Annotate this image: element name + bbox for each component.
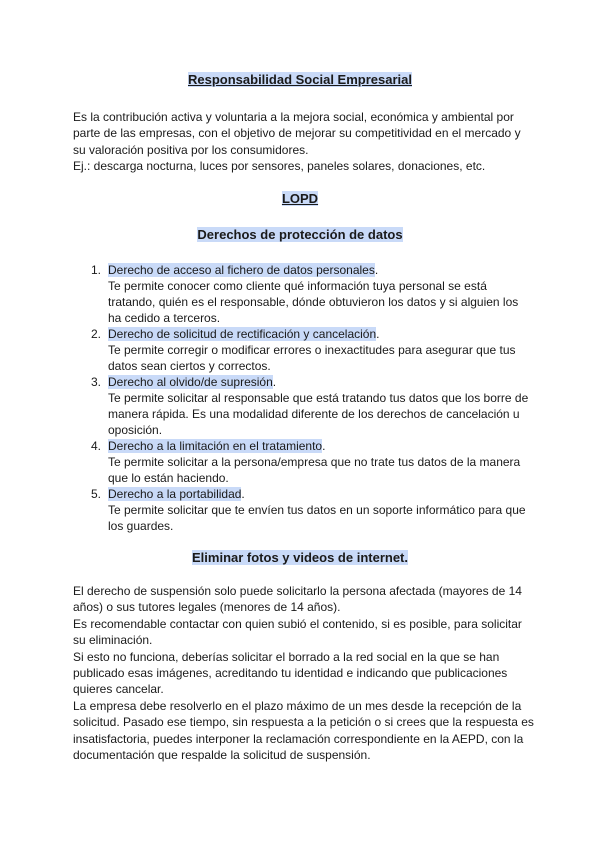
list-item-title: Derecho a la portabilidad [108, 487, 242, 501]
list-item-description: Te permite solicitar que te envíen tus datos en un soporte informático para que los guardes. [108, 503, 526, 533]
list-item-number: 2. [91, 327, 102, 341]
list-item-description: Te permite corregir o modificar errores o inexactitudes para asegurar que tus datos sean ciertos y correctos. [108, 343, 516, 373]
list-item: 5. Derecho a la portabilidad. Te permite solicitar que te envíen tus datos en un soporte informático para que los guardes. [91, 487, 526, 533]
rights-list [84, 262, 534, 534]
list-item-description: Te permite conocer como cliente qué información tuya personal se está tratando, quién es el responsable, dónde obtuvieron los datos y si alguien los ha cedido a terceros. [108, 279, 519, 325]
rse-paragraph-block [73, 109, 535, 175]
section-subtitle-derechos-text: Derechos de protección de datos [197, 227, 403, 242]
list-item-title: Derecho de acceso al fichero de datos personales [108, 263, 375, 277]
list-item-title: Derecho de solicitud de rectificación y cancelación [108, 327, 377, 341]
list-item: 2. Derecho de solicitud de rectificación y cancelación. Te permite corregir o modificar errores o inexactitudes para asegurar que tus datos sean ciertos y correctos. [91, 327, 516, 373]
section-title-rse-text: Responsabilidad Social Empresarial [188, 72, 412, 87]
rse-example: Ej.: descarga nocturna, luces por sensores, paneles solares, donaciones, etc. [73, 159, 486, 174]
rse-paragraph: Es la contribución activa y voluntaria a la mejora social, económica y ambiental por parte de las empresas, con el objetivo de mejorar su competitividad en el mercado y su valoración positiva por los consumidores. [73, 110, 521, 157]
list-item-description: Te permite solicitar al responsable que está tratando tus datos que los borre de manera rápida. Es una modalidad diferente de los derechos de cancelación u oposición. [108, 391, 529, 437]
eliminar-paragraph: El derecho de suspensión solo puede solicitarlo la persona afectada (mayores de 14 años) o sus tutores legales (menores de 14 años). [73, 584, 522, 615]
list-item: 3. Derecho al olvido/de supresión. Te permite solicitar al responsable que está tratando tus datos que los borre de manera rápida. Es una modalidad diferente de los derechos de cancelación u oposición. [91, 375, 529, 437]
section-title-rse [0, 72, 600, 88]
eliminar-paragraph-block [73, 583, 535, 763]
list-item-number: 1. [91, 263, 102, 277]
section-subtitle-derechos [0, 227, 600, 243]
eliminar-paragraph: La empresa debe resolverlo en el plazo máximo de un mes desde la recepción de la solicitud. Pasado ese tiempo, sin respuesta a la petición o si crees que la respuesta es insatisfactoria, puedes interponer la reclamación correspondiente en la AEPD, con la documentación que respalde la solicitud de suspensión. [73, 698, 534, 763]
section-title-lopd [0, 191, 600, 207]
list-item-number: 5. [91, 487, 102, 501]
list-item-description: Te permite solicitar a la persona/empresa que no trate tus datos de la manera que lo están haciendo. [108, 455, 521, 485]
section-title-lopd-text: LOPD [281, 191, 319, 206]
list-item-title: Derecho al olvido/de supresión [108, 375, 273, 389]
list-item: 1. Derecho de acceso al fichero de datos personales. Te permite conocer como cliente qué información tuya personal se está tratando, quién es el responsable, dónde obtuvieron los datos y si alguien los ha cedido a terceros. [91, 263, 519, 325]
section-title-eliminar-text: Eliminar fotos y videos de internet. [192, 550, 408, 565]
list-item: 4. Derecho a la limitación en el tratamiento. Te permite solicitar a la persona/empresa que no trate tus datos de la manera que lo están haciendo. [91, 439, 521, 485]
section-title-eliminar [0, 550, 600, 566]
eliminar-paragraph: Es recomendable contactar con quien subió el contenido, si es posible, para solicitar su eliminación. [73, 616, 522, 648]
list-item-title: Derecho a la limitación en el tratamiento [108, 439, 323, 453]
list-item-number: 4. [91, 439, 102, 453]
list-item-number: 3. [91, 375, 102, 389]
eliminar-paragraph: Si esto no funciona, deberías solicitar el borrado a la red social en la que se han publicado esas imágenes, acreditando tu identidad e indicando que publicaciones quieres cancelar. [73, 649, 508, 697]
